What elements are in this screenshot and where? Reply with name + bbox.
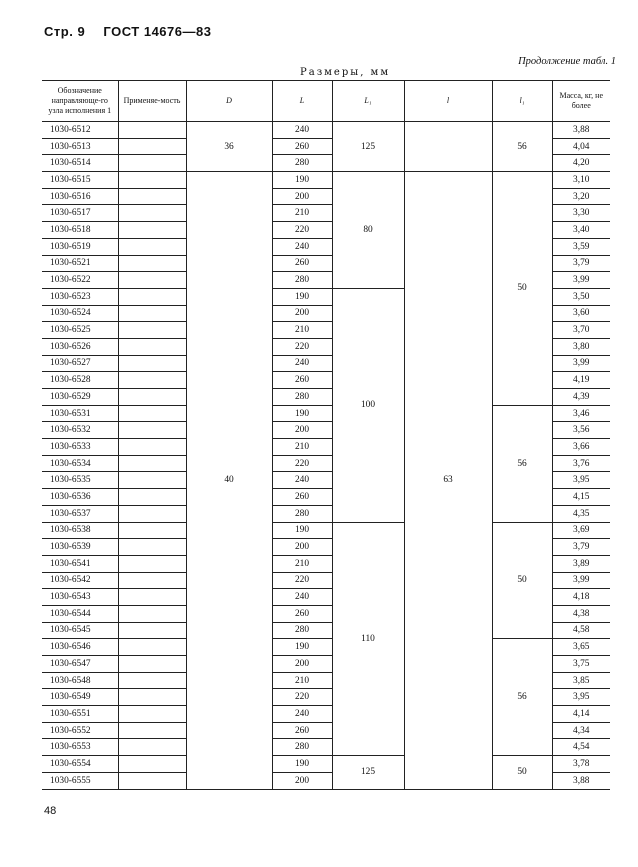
col-header-L1: L₁ bbox=[332, 81, 404, 122]
cell-code: 1030-6551 bbox=[42, 706, 118, 723]
cell-mass: 4,20 bbox=[552, 155, 610, 172]
cell-application bbox=[118, 472, 186, 489]
col-header-L: L bbox=[272, 81, 332, 122]
cell-L: 240 bbox=[272, 589, 332, 606]
col-header-l1: l₁ bbox=[492, 81, 552, 122]
cell-L: 190 bbox=[272, 756, 332, 773]
cell-L: 200 bbox=[272, 305, 332, 322]
cell-code: 1030-6537 bbox=[42, 505, 118, 522]
cell-code: 1030-6516 bbox=[42, 188, 118, 205]
cell-L1: 125 bbox=[332, 122, 404, 172]
cell-code: 1030-6521 bbox=[42, 255, 118, 272]
cell-mass: 4,38 bbox=[552, 605, 610, 622]
cell-L1: 100 bbox=[332, 288, 404, 522]
cell-code: 1030-6554 bbox=[42, 756, 118, 773]
cell-L: 220 bbox=[272, 572, 332, 589]
cell-code: 1030-6548 bbox=[42, 672, 118, 689]
cell-L: 190 bbox=[272, 405, 332, 422]
cell-code: 1030-6534 bbox=[42, 455, 118, 472]
cell-application bbox=[118, 589, 186, 606]
cell-L: 240 bbox=[272, 355, 332, 372]
cell-mass: 4,58 bbox=[552, 622, 610, 639]
page-label: Стр. bbox=[44, 24, 74, 39]
table-row bbox=[42, 405, 610, 422]
cell-application bbox=[118, 505, 186, 522]
cell-application bbox=[118, 539, 186, 556]
cell-code: 1030-6533 bbox=[42, 439, 118, 456]
cell-application bbox=[118, 572, 186, 589]
cell-mass: 3,99 bbox=[552, 272, 610, 289]
cell-code: 1030-6528 bbox=[42, 372, 118, 389]
cell-application bbox=[118, 355, 186, 372]
cell-code: 1030-6526 bbox=[42, 338, 118, 355]
cell-application bbox=[118, 422, 186, 439]
cell-application bbox=[118, 138, 186, 155]
cell-L: 240 bbox=[272, 238, 332, 255]
cell-application bbox=[118, 672, 186, 689]
cell-L: 210 bbox=[272, 672, 332, 689]
cell-mass: 3,66 bbox=[552, 439, 610, 456]
col-header-l: l bbox=[404, 81, 492, 122]
cell-mass: 3,69 bbox=[552, 522, 610, 539]
cell-code: 1030-6536 bbox=[42, 489, 118, 506]
cell-l1: 56 bbox=[492, 122, 552, 172]
cell-mass: 4,04 bbox=[552, 138, 610, 155]
cell-mass: 3,59 bbox=[552, 238, 610, 255]
cell-L: 280 bbox=[272, 272, 332, 289]
cell-L1: 110 bbox=[332, 522, 404, 756]
cell-mass: 3,79 bbox=[552, 539, 610, 556]
cell-mass: 4,15 bbox=[552, 489, 610, 506]
cell-mass: 3,10 bbox=[552, 172, 610, 189]
cell-mass: 3,56 bbox=[552, 422, 610, 439]
cell-application bbox=[118, 656, 186, 673]
cell-code: 1030-6546 bbox=[42, 639, 118, 656]
cell-L: 260 bbox=[272, 372, 332, 389]
cell-application bbox=[118, 706, 186, 723]
cell-mass: 3,99 bbox=[552, 355, 610, 372]
cell-mass: 3,99 bbox=[552, 572, 610, 589]
cell-code: 1030-6517 bbox=[42, 205, 118, 222]
cell-L: 280 bbox=[272, 505, 332, 522]
cell-L1: 80 bbox=[332, 172, 404, 289]
cell-application bbox=[118, 222, 186, 239]
cell-mass: 3,65 bbox=[552, 639, 610, 656]
table-header-row bbox=[42, 81, 610, 122]
col-header-mass: Масса, кг, не более bbox=[552, 81, 610, 122]
cell-mass: 4,39 bbox=[552, 389, 610, 406]
cell-mass: 3,88 bbox=[552, 122, 610, 139]
cell-application bbox=[118, 555, 186, 572]
cell-application bbox=[118, 772, 186, 789]
cell-application bbox=[118, 205, 186, 222]
cell-code: 1030-6524 bbox=[42, 305, 118, 322]
cell-L: 200 bbox=[272, 656, 332, 673]
cell-code: 1030-6522 bbox=[42, 272, 118, 289]
page-no: 9 bbox=[77, 24, 86, 39]
cell-l1: 50 bbox=[492, 172, 552, 406]
cell-mass: 3,89 bbox=[552, 555, 610, 572]
cell-L: 220 bbox=[272, 689, 332, 706]
col-header-code: Обозначение направляюще-го узла исполнения 1 bbox=[42, 81, 118, 122]
cell-mass: 4,54 bbox=[552, 739, 610, 756]
cell-code: 1030-6523 bbox=[42, 288, 118, 305]
cell-code: 1030-6543 bbox=[42, 589, 118, 606]
cell-L: 260 bbox=[272, 138, 332, 155]
cell-application bbox=[118, 322, 186, 339]
cell-code: 1030-6552 bbox=[42, 722, 118, 739]
cell-application bbox=[118, 522, 186, 539]
cell-code: 1030-6531 bbox=[42, 405, 118, 422]
cell-L: 220 bbox=[272, 338, 332, 355]
cell-application bbox=[118, 605, 186, 622]
cell-mass: 3,79 bbox=[552, 255, 610, 272]
cell-L: 200 bbox=[272, 539, 332, 556]
cell-application bbox=[118, 372, 186, 389]
cell-L: 280 bbox=[272, 155, 332, 172]
cell-application bbox=[118, 172, 186, 189]
cell-mass: 4,34 bbox=[552, 722, 610, 739]
cell-application bbox=[118, 155, 186, 172]
cell-l1: 50 bbox=[492, 522, 552, 639]
cell-mass: 3,88 bbox=[552, 772, 610, 789]
standard-code: ГОСТ 14676—83 bbox=[103, 24, 212, 39]
cell-L: 280 bbox=[272, 389, 332, 406]
cell-mass: 4,18 bbox=[552, 589, 610, 606]
cell-application bbox=[118, 188, 186, 205]
cell-L: 260 bbox=[272, 489, 332, 506]
cell-mass: 3,46 bbox=[552, 405, 610, 422]
cell-application bbox=[118, 722, 186, 739]
table-row bbox=[42, 122, 610, 139]
cell-mass: 3,76 bbox=[552, 455, 610, 472]
cell-L: 280 bbox=[272, 739, 332, 756]
cell-application bbox=[118, 739, 186, 756]
cell-code: 1030-6512 bbox=[42, 122, 118, 139]
cell-mass: 3,70 bbox=[552, 322, 610, 339]
cell-L: 220 bbox=[272, 222, 332, 239]
table-row bbox=[42, 172, 610, 189]
cell-L: 190 bbox=[272, 172, 332, 189]
cell-code: 1030-6547 bbox=[42, 656, 118, 673]
page-header bbox=[44, 24, 211, 39]
cell-code: 1030-6518 bbox=[42, 222, 118, 239]
cell-application bbox=[118, 756, 186, 773]
cell-code: 1030-6529 bbox=[42, 389, 118, 406]
cell-code: 1030-6519 bbox=[42, 238, 118, 255]
cell-L: 240 bbox=[272, 122, 332, 139]
cell-code: 1030-6544 bbox=[42, 605, 118, 622]
page-number: 48 bbox=[44, 805, 57, 817]
cell-L: 260 bbox=[272, 722, 332, 739]
cell-application bbox=[118, 389, 186, 406]
cell-mass: 3,78 bbox=[552, 756, 610, 773]
data-table bbox=[42, 80, 610, 790]
cell-L: 240 bbox=[272, 472, 332, 489]
cell-application bbox=[118, 439, 186, 456]
cell-application bbox=[118, 288, 186, 305]
cell-L: 210 bbox=[272, 205, 332, 222]
cell-code: 1030-6553 bbox=[42, 739, 118, 756]
cell-application bbox=[118, 689, 186, 706]
cell-application bbox=[118, 305, 186, 322]
cell-l bbox=[404, 122, 492, 172]
cell-l: 63 bbox=[404, 172, 492, 789]
cell-code: 1030-6539 bbox=[42, 539, 118, 556]
cell-application bbox=[118, 489, 186, 506]
cell-code: 1030-6549 bbox=[42, 689, 118, 706]
data-table-wrapper bbox=[42, 80, 610, 796]
cell-application bbox=[118, 338, 186, 355]
cell-code: 1030-6545 bbox=[42, 622, 118, 639]
dimensions-header: Размеры, мм bbox=[300, 67, 391, 78]
cell-code: 1030-6513 bbox=[42, 138, 118, 155]
cell-l1: 56 bbox=[492, 639, 552, 756]
cell-L: 260 bbox=[272, 605, 332, 622]
cell-application bbox=[118, 272, 186, 289]
cell-mass: 3,40 bbox=[552, 222, 610, 239]
cell-mass: 3,80 bbox=[552, 338, 610, 355]
col-header-D: D bbox=[186, 81, 272, 122]
cell-application bbox=[118, 122, 186, 139]
cell-mass: 3,95 bbox=[552, 472, 610, 489]
cell-code: 1030-6541 bbox=[42, 555, 118, 572]
cell-L: 200 bbox=[272, 772, 332, 789]
cell-D: 40 bbox=[186, 172, 272, 789]
cell-l1: 56 bbox=[492, 405, 552, 522]
cell-L: 210 bbox=[272, 439, 332, 456]
cell-mass: 3,30 bbox=[552, 205, 610, 222]
cell-L: 240 bbox=[272, 706, 332, 723]
cell-code: 1030-6515 bbox=[42, 172, 118, 189]
cell-application bbox=[118, 255, 186, 272]
cell-L: 190 bbox=[272, 639, 332, 656]
cell-L1: 125 bbox=[332, 756, 404, 789]
cell-mass: 3,85 bbox=[552, 672, 610, 689]
cell-application bbox=[118, 622, 186, 639]
continuation-label: Продолжение табл. 1 bbox=[518, 56, 616, 67]
cell-application bbox=[118, 639, 186, 656]
table-row bbox=[42, 639, 610, 656]
cell-mass: 3,75 bbox=[552, 656, 610, 673]
table-row bbox=[42, 522, 610, 539]
cell-code: 1030-6555 bbox=[42, 772, 118, 789]
cell-mass: 4,35 bbox=[552, 505, 610, 522]
cell-code: 1030-6525 bbox=[42, 322, 118, 339]
cell-L: 200 bbox=[272, 422, 332, 439]
cell-code: 1030-6514 bbox=[42, 155, 118, 172]
cell-code: 1030-6535 bbox=[42, 472, 118, 489]
cell-L: 260 bbox=[272, 255, 332, 272]
cell-L: 190 bbox=[272, 288, 332, 305]
cell-L: 220 bbox=[272, 455, 332, 472]
cell-mass: 4,14 bbox=[552, 706, 610, 723]
cell-L: 190 bbox=[272, 522, 332, 539]
cell-code: 1030-6527 bbox=[42, 355, 118, 372]
cell-L: 280 bbox=[272, 622, 332, 639]
cell-code: 1030-6538 bbox=[42, 522, 118, 539]
cell-application bbox=[118, 405, 186, 422]
col-header-application: Применяе-мость bbox=[118, 81, 186, 122]
cell-D: 36 bbox=[186, 122, 272, 172]
cell-L: 210 bbox=[272, 322, 332, 339]
cell-mass: 3,50 bbox=[552, 288, 610, 305]
cell-mass: 3,95 bbox=[552, 689, 610, 706]
table-row bbox=[42, 756, 610, 773]
cell-L: 210 bbox=[272, 555, 332, 572]
cell-application bbox=[118, 455, 186, 472]
cell-l1: 50 bbox=[492, 756, 552, 789]
cell-mass: 3,60 bbox=[552, 305, 610, 322]
cell-L: 200 bbox=[272, 188, 332, 205]
cell-application bbox=[118, 238, 186, 255]
cell-mass: 3,20 bbox=[552, 188, 610, 205]
cell-code: 1030-6532 bbox=[42, 422, 118, 439]
table-body bbox=[42, 122, 610, 790]
cell-mass: 4,19 bbox=[552, 372, 610, 389]
cell-code: 1030-6542 bbox=[42, 572, 118, 589]
